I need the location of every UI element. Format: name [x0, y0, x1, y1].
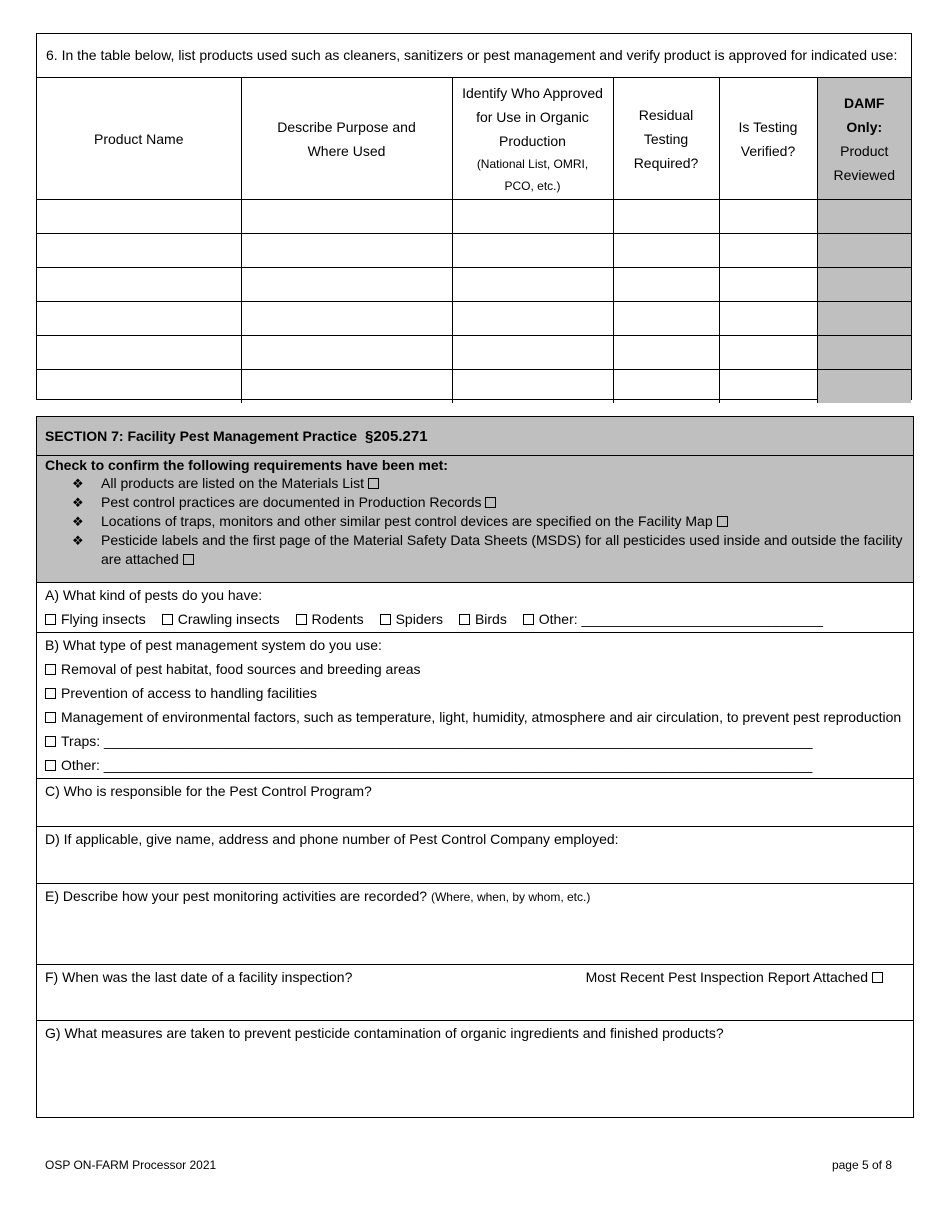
question-g-contamination[interactable] — [37, 1021, 913, 1118]
check-item-materials-list: ❖ All products are listed on the Materials List — [45, 474, 905, 493]
question-d-text: D) If applicable, give name, address and phone number of Pest Control Company employed: — [45, 831, 619, 847]
cell-approved-by[interactable] — [452, 234, 613, 268]
habitat-removal-checkbox[interactable] — [45, 664, 56, 675]
cell-testing-verified[interactable] — [719, 234, 817, 268]
header-purpose: Describe Purpose and Where Used — [241, 78, 452, 200]
header-product-name: Product Name — [37, 78, 241, 200]
prevent-access-checkbox[interactable] — [45, 688, 56, 699]
cell-purpose[interactable] — [241, 302, 452, 336]
check-item-pesticide-labels: ❖ Pesticide labels and the first page of the Material Safety Data Sheets (MSDS) for all pesticides used inside and outside the facility are attached — [72, 532, 903, 567]
question-e-monitoring[interactable] — [37, 884, 913, 965]
environmental-factors-checkbox[interactable] — [45, 712, 56, 723]
cell-product-name[interactable] — [37, 268, 241, 302]
table-row — [37, 336, 911, 370]
cell-purpose[interactable] — [241, 268, 452, 302]
cell-purpose[interactable] — [241, 200, 452, 234]
section7-title: SECTION 7: Facility Pest Management Practice — [45, 428, 357, 444]
table-row — [37, 200, 911, 234]
inspection-report-checkbox[interactable] — [872, 972, 883, 983]
cell-approved-by[interactable] — [452, 336, 613, 370]
question-a-text: A) What kind of pests do you have: — [45, 587, 263, 603]
rodents-checkbox[interactable] — [296, 614, 307, 625]
question-g-text: G) What measures are taken to prevent pesticide contamination of organic ingredients and finished products? — [45, 1025, 724, 1041]
products-table-section — [36, 33, 912, 400]
check-item-production-records: ❖ Pest control practices are documented in Production Records — [45, 493, 905, 512]
section7-reference: §205.271 — [365, 428, 428, 445]
table-row — [37, 302, 911, 336]
cell-residual-testing[interactable] — [613, 234, 719, 268]
crawling-insects-checkbox[interactable] — [162, 614, 173, 625]
question-a-pest-types — [37, 583, 913, 633]
cell-residual-testing[interactable] — [613, 336, 719, 370]
other-system-field[interactable]: Other: ___________________________________________________________________________________________ — [61, 757, 813, 773]
cell-residual-testing[interactable] — [613, 370, 719, 404]
other-pest-checkbox[interactable] — [523, 614, 534, 625]
traps-checkbox[interactable] — [45, 736, 56, 747]
cell-damf-reviewed — [817, 200, 911, 234]
cell-residual-testing[interactable] — [613, 302, 719, 336]
table-row — [37, 268, 911, 302]
cell-testing-verified[interactable] — [719, 370, 817, 404]
cell-product-name[interactable] — [37, 302, 241, 336]
table-row — [37, 370, 911, 404]
section7-header — [37, 417, 913, 456]
section6-intro: 6. In the table below, list products used such as cleaners, sanitizers or pest management and verify product is approved for indicated use: — [37, 34, 911, 78]
footer-page-number: page 5 of 8 — [831, 1158, 892, 1172]
cell-purpose[interactable] — [241, 234, 452, 268]
question-d-pest-company[interactable] — [37, 827, 913, 884]
cell-testing-verified[interactable] — [719, 302, 817, 336]
pesticide-labels-checkbox[interactable] — [183, 554, 194, 565]
cell-damf-reviewed — [817, 234, 911, 268]
cell-product-name[interactable] — [37, 200, 241, 234]
header-damf-reviewed: DAMF Only: Product Reviewed — [817, 78, 911, 200]
question-f-text: F) When was the last date of a facility inspection? — [45, 969, 353, 985]
other-pest-field[interactable]: _______________________________ — [581, 611, 823, 627]
cell-testing-verified[interactable] — [719, 336, 817, 370]
question-b-management-system: B) What type of pest management system do you use: Removal of pest habitat, food sources and breeding areas Prevention of access to handling facilities Management of environmental factors, such as temperature, light, humidity, atmosphere and air circulation, to prevent pest reproduction Traps: ___________________________________________________________________________________________ Other: ___________________________________________________________________________________________ — [37, 633, 913, 779]
traps-field[interactable]: Traps: ___________________________________________________________________________________________ — [61, 733, 813, 749]
spiders-checkbox[interactable] — [380, 614, 391, 625]
header-testing-verified: Is Testing Verified? — [719, 78, 817, 200]
checklist-title: Check to confirm the following requirements have been met: — [45, 457, 448, 473]
production-records-checkbox[interactable] — [485, 497, 496, 508]
check-item-facility-map: ❖ Locations of traps, monitors and other similar pest control devices are specified on the Facility Map — [45, 512, 905, 531]
section7-pest-management — [36, 416, 914, 1118]
question-f-inspection[interactable] — [37, 965, 913, 1021]
header-approved-by: Identify Who Approved for Use in Organic Production (National List, OMRI, PCO, etc.) — [452, 78, 613, 200]
diamond-bullet-icon: ❖ — [72, 495, 84, 510]
cell-approved-by[interactable] — [452, 302, 613, 336]
cell-testing-verified[interactable] — [719, 200, 817, 234]
cell-product-name[interactable] — [37, 336, 241, 370]
header-residual-testing: Residual Testing Required? — [613, 78, 719, 200]
flying-insects-checkbox[interactable] — [45, 614, 56, 625]
materials-list-checkbox[interactable] — [368, 478, 379, 489]
cell-approved-by[interactable] — [452, 370, 613, 404]
inspection-report-attached: Most Recent Pest Inspection Report Attached — [586, 965, 883, 989]
question-e-text: E) Describe how your pest monitoring activities are recorded? (Where, when, by whom, etc.) — [45, 888, 591, 904]
cell-residual-testing[interactable] — [613, 200, 719, 234]
cell-product-name[interactable] — [37, 234, 241, 268]
other-system-checkbox[interactable] — [45, 760, 56, 771]
cell-residual-testing[interactable] — [613, 268, 719, 302]
question-b-text: B) What type of pest management system do you use: — [45, 637, 382, 653]
question-c-responsible[interactable] — [37, 779, 913, 827]
facility-map-checkbox[interactable] — [717, 516, 728, 527]
cell-approved-by[interactable] — [452, 268, 613, 302]
cell-damf-reviewed — [817, 336, 911, 370]
cell-purpose[interactable] — [241, 370, 452, 404]
requirements-checklist — [37, 456, 913, 583]
cell-testing-verified[interactable] — [719, 268, 817, 302]
products-table — [37, 78, 911, 403]
diamond-bullet-icon: ❖ — [72, 476, 84, 491]
diamond-bullet-icon: ❖ — [72, 533, 84, 548]
cell-approved-by[interactable] — [452, 200, 613, 234]
cell-damf-reviewed — [817, 268, 911, 302]
cell-damf-reviewed — [817, 370, 911, 404]
question-c-text: C) Who is responsible for the Pest Control Program? — [45, 783, 372, 799]
footer-form-name: OSP ON-FARM Processor 2021 — [45, 1158, 217, 1172]
diamond-bullet-icon: ❖ — [72, 514, 84, 529]
cell-damf-reviewed — [817, 302, 911, 336]
question-e-note: (Where, when, by whom, etc.) — [430, 890, 591, 904]
cell-product-name[interactable] — [37, 370, 241, 404]
cell-purpose[interactable] — [241, 336, 452, 370]
pest-type-options: Flying insects Crawling insects Rodents Spiders Birds Other: _______________________________ — [45, 607, 913, 631]
birds-checkbox[interactable] — [459, 614, 470, 625]
table-row — [37, 234, 911, 268]
